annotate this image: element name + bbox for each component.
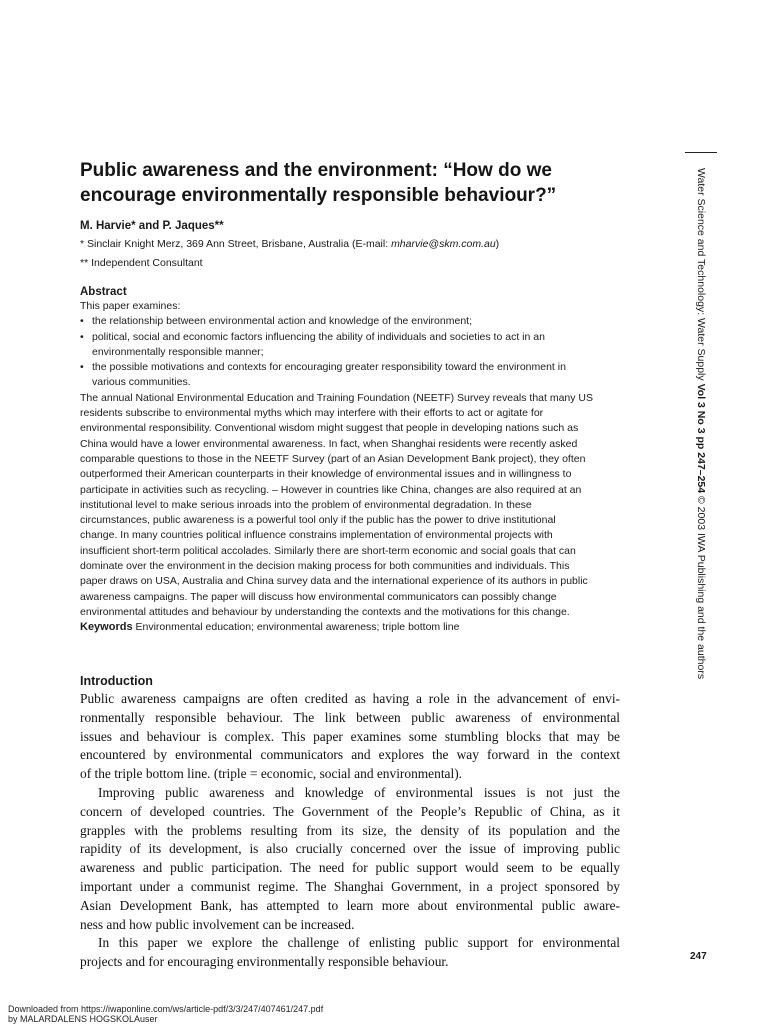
body-line: projects and for encouraging environmentally responsible behaviour.: [80, 954, 449, 970]
abstract-intro: This paper examines:: [80, 300, 181, 312]
body-line: Improving public awareness and knowledge of environmental issues is not just the: [98, 784, 620, 800]
affiliation-1-close: ): [495, 238, 500, 250]
abstract-line: dominate over the environment in the decision making process for both communities and individuals. This: [80, 560, 570, 573]
abstract-line: environmental attitudes and behaviour by understanding the contexts and the motivations for this change.: [80, 605, 570, 618]
title-line: Public awareness and the environment: “How do we: [80, 160, 552, 181]
download-user-line: by MALARDALENS HOGSKOLAuser: [8, 1014, 158, 1024]
abstract-bullet: • the possible motivations and contexts for encouraging greater responsibility toward the environment in: [80, 360, 640, 375]
journal-rule: [685, 152, 717, 153]
download-footer: [8, 1004, 323, 1024]
abstract-heading: Abstract: [80, 286, 127, 298]
abstract-line: comparable questions to those in the NEETF Survey (part of an Asian Development Bank project), they often: [80, 452, 586, 465]
journal-copyright: © 2003 IWA Publishing and the authors: [695, 496, 707, 680]
authors: M. Harvie* and P. Jaques**: [80, 220, 224, 232]
abstract-bullet: • political, social and economic factors influencing the ability of individuals and societies to act in an: [80, 330, 640, 345]
journal-volume: Vol 3 No 3 pp 247–254: [695, 383, 707, 494]
abstract-bullet: • the relationship between environmental action and knowledge of the environment;: [80, 314, 640, 329]
body-line: of the triple bottom line. (triple = economic, social and environmental).: [80, 766, 463, 782]
affiliation-2: ** Independent Consultant: [80, 257, 203, 269]
body-line: ness and how public involvement can be increased.: [80, 916, 355, 932]
body-line: rapidity of its development, is also crucially concerned over the issue of improving public: [80, 841, 620, 857]
body-line: encountered by environmental communicators and explores the way forward in the context: [80, 747, 620, 763]
abstract-line: outperformed their American counterparts in their knowledge of environmental issues and in willingness to: [80, 468, 572, 481]
keywords-label: Keywords: [80, 621, 133, 634]
abstract-line: environmental responsibility. Conventional wisdom might suggest that people in developing nations such as: [80, 422, 579, 435]
body-line: Public awareness campaigns are often credited as having a role in the advancement of envi-: [80, 691, 620, 706]
abstract-line: The annual National Environmental Education and Training Foundation (NEETF) Survey reveals that many US: [80, 391, 594, 404]
abstract-line: residents subscribe to environmental myths which may interfere with their efforts to act or agitate for: [80, 407, 544, 420]
abstract-bullet-continuation: various communities.: [92, 376, 191, 389]
body-line: important under a communist regime. The Shanghai Government, in a project sponsored by: [80, 878, 620, 894]
author-email-link[interactable]: mharvie@skm.com.au: [391, 238, 496, 250]
abstract-line: insufficient short-term political accolades. Similarly there are short-term economic and social goals that can: [80, 544, 576, 557]
abstract-line: change. In many countries political influence constrains implementation of environmental projects with: [80, 529, 553, 542]
journal-citation: [694, 168, 707, 679]
body-line: ronmentally responsible behaviour. The link between public awareness of environmental: [80, 709, 620, 725]
abstract-line: China would have a lower environmental awareness. In fact, when Shanghai residents were recently asked: [80, 437, 578, 450]
journal-name: Water Science and Technology: Water Supply: [695, 168, 707, 381]
download-url-link[interactable]: Downloaded from https://iwaponline.com/ws/article-pdf/3/3/247/407461/247.pdf: [8, 1004, 324, 1014]
abstract-bullet-continuation: environmentally responsible manner;: [92, 345, 264, 358]
section-heading-introduction: Introduction: [80, 674, 153, 688]
body-line: Asian Development Bank, has attempted to learn more about environmental public aware-: [80, 897, 620, 913]
abstract-body: [80, 299, 640, 636]
abstract-line: paper draws on USA, Australia and China survey data and the international experience of its authors in public: [80, 575, 588, 588]
abstract-line: circumstances, public awareness is a powerful tool only if the public has the power to drive institutional: [80, 514, 556, 527]
body-line: issues and behaviour is complex. This paper examines some stumbling blocks that may be: [80, 728, 620, 744]
abstract-line: awareness campaigns. The paper will discuss how environmental communicators can possibly change: [80, 590, 557, 603]
title-line: encourage environmentally responsible behaviour?”: [80, 185, 557, 206]
page-number: 247: [690, 951, 707, 962]
body-line: grapples with the problems resulting from its size, the density of its population and the: [80, 822, 620, 838]
keywords-line: [80, 620, 640, 635]
keywords-text: Environmental education; environmental awareness; triple bottom line: [135, 621, 460, 634]
abstract-line: participate in activities such as recycling. – However in countries like China, changes are also required at an: [80, 483, 582, 496]
body-line: awareness and public participation. The need for public support would seem to be equally: [80, 860, 620, 876]
introduction-body: [80, 690, 620, 972]
body-line: In this paper we explore the challenge of enlisting public support for environmental: [98, 935, 620, 951]
article-title: [80, 158, 640, 208]
body-line: concern of developed countries. The Government of the People’s Republic of China, as it: [80, 803, 620, 819]
affiliation-1: [80, 237, 499, 251]
abstract-line: institutional level to make serious inroads into the problem of environmental degradation. In these: [80, 498, 532, 511]
affiliation-1-text: * Sinclair Knight Merz, 369 Ann Street, Brisbane, Australia (E-mail:: [80, 238, 392, 250]
